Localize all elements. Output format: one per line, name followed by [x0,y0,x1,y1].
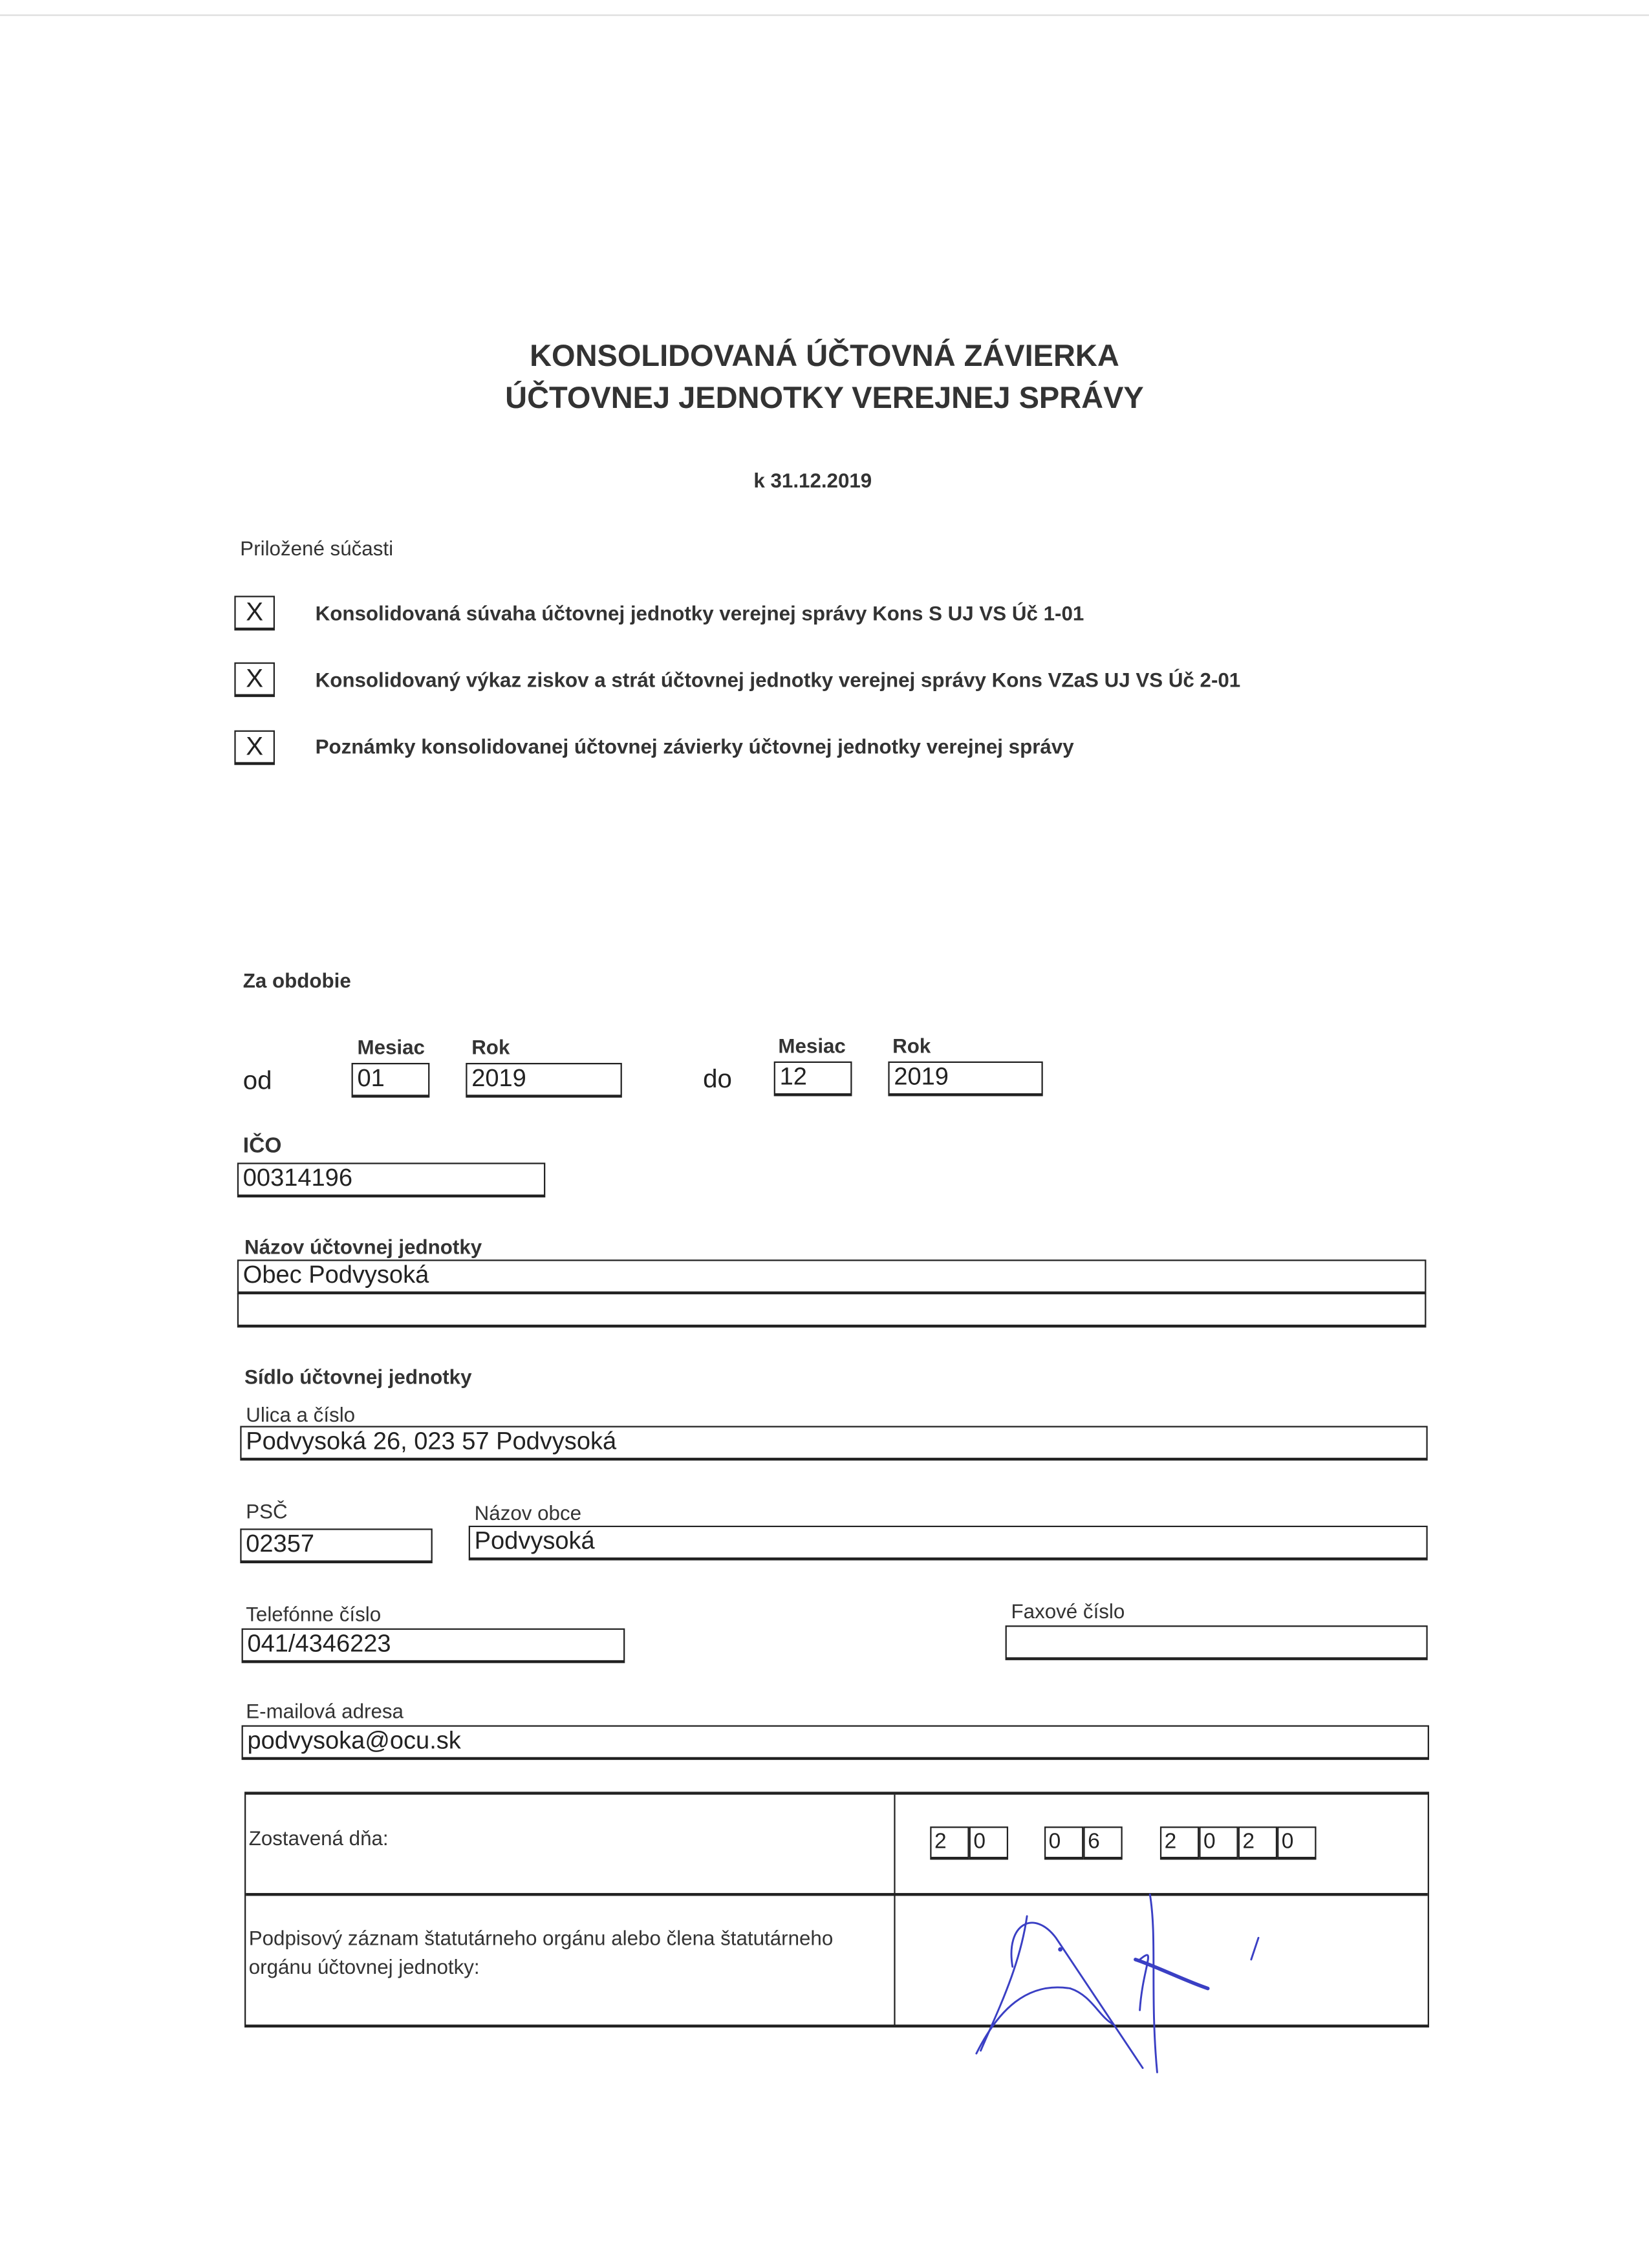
od-label: od [242,1065,272,1095]
date-digit[interactable]: 6 [1083,1826,1122,1859]
from-year-field[interactable]: 2019 [466,1063,622,1098]
ico-label: IČO [242,1133,282,1159]
do-label: do [703,1064,732,1094]
attachment-checkbox-1[interactable]: X [234,596,275,631]
ico-field[interactable]: 00314196 [237,1162,545,1197]
date-digit[interactable]: 0 [969,1826,1008,1859]
attachment-checkbox-3[interactable]: X [234,731,275,765]
from-month-label: Mesiac [357,1035,425,1059]
report-date: k 31.12.2019 [753,468,872,492]
attachment-text-1: Konsolidovaná súvaha účtovnej jednotky verejnej správy Kons S UJ VS Úč 1-01 [315,601,1084,625]
signature-dot [1058,1947,1062,1952]
name-field-1[interactable]: Obec Podvysoká [237,1259,1427,1294]
to-year-label: Rok [892,1034,931,1058]
date-digit[interactable]: 0 [1199,1826,1238,1859]
compiled-label: Zostavená dňa: [248,1826,389,1850]
date-digit[interactable]: 0 [1044,1826,1083,1859]
psc-field[interactable]: 02357 [240,1528,432,1563]
phone-field[interactable]: 041/4346223 [242,1629,625,1664]
title-line1: KONSOLIDOVANÁ ÚČTOVNÁ ZÁVIERKA [530,339,1119,374]
name-label: Názov účtovnej jednotky [244,1235,482,1259]
to-month-field[interactable]: 12 [774,1062,852,1097]
street-field[interactable]: Podvysoká 26, 023 57 Podvysoká [240,1426,1427,1460]
email-field[interactable]: podvysoka@ocu.sk [242,1726,1429,1760]
date-digit[interactable]: 2 [1160,1826,1199,1859]
attachments-label: Priložené súčasti [240,536,394,560]
handwritten-signature [954,1880,1302,2082]
email-label: E-mailová adresa [246,1699,404,1723]
fax-label: Faxové číslo [1011,1599,1125,1623]
period-label: Za obdobie [242,968,351,992]
city-field[interactable]: Podvysoká [469,1526,1428,1561]
city-label: Názov obce [474,1501,582,1524]
attachment-checkbox-2[interactable]: X [234,662,275,697]
date-digit[interactable]: 2 [930,1826,969,1859]
phone-label: Telefónne číslo [246,1602,382,1626]
name-field-2[interactable] [237,1293,1427,1328]
fax-field[interactable] [1006,1625,1428,1660]
seat-label: Sídlo účtovnej jednotky [244,1365,472,1389]
date-digit[interactable]: 0 [1277,1826,1316,1859]
to-year-field[interactable]: 2019 [888,1062,1042,1097]
from-year-label: Rok [471,1035,510,1059]
date-digit[interactable]: 2 [1238,1826,1277,1859]
attachment-text-3: Poznámky konsolidovanej účtovnej závierky účtovnej jednotky verejnej správy [315,734,1074,758]
street-label: Ulica a číslo [246,1402,356,1426]
from-month-field[interactable]: 01 [352,1063,430,1098]
to-month-label: Mesiac [778,1034,846,1058]
signature-label: Podpisový záznam štatutárneho orgánu alebo člena štatutárneho orgánu účtovnej jednotky: [248,1926,834,1978]
scan-edge [0,14,1649,16]
title-line2: ÚČTOVNEJ JEDNOTKY VEREJNEJ SPRÁVY [505,381,1144,415]
psc-label: PSČ [246,1499,288,1523]
attachment-text-2: Konsolidovaný výkaz ziskov a strát účtovnej jednotky verejnej správy Kons VZaS UJ VS Úč 2-01 [315,668,1241,692]
